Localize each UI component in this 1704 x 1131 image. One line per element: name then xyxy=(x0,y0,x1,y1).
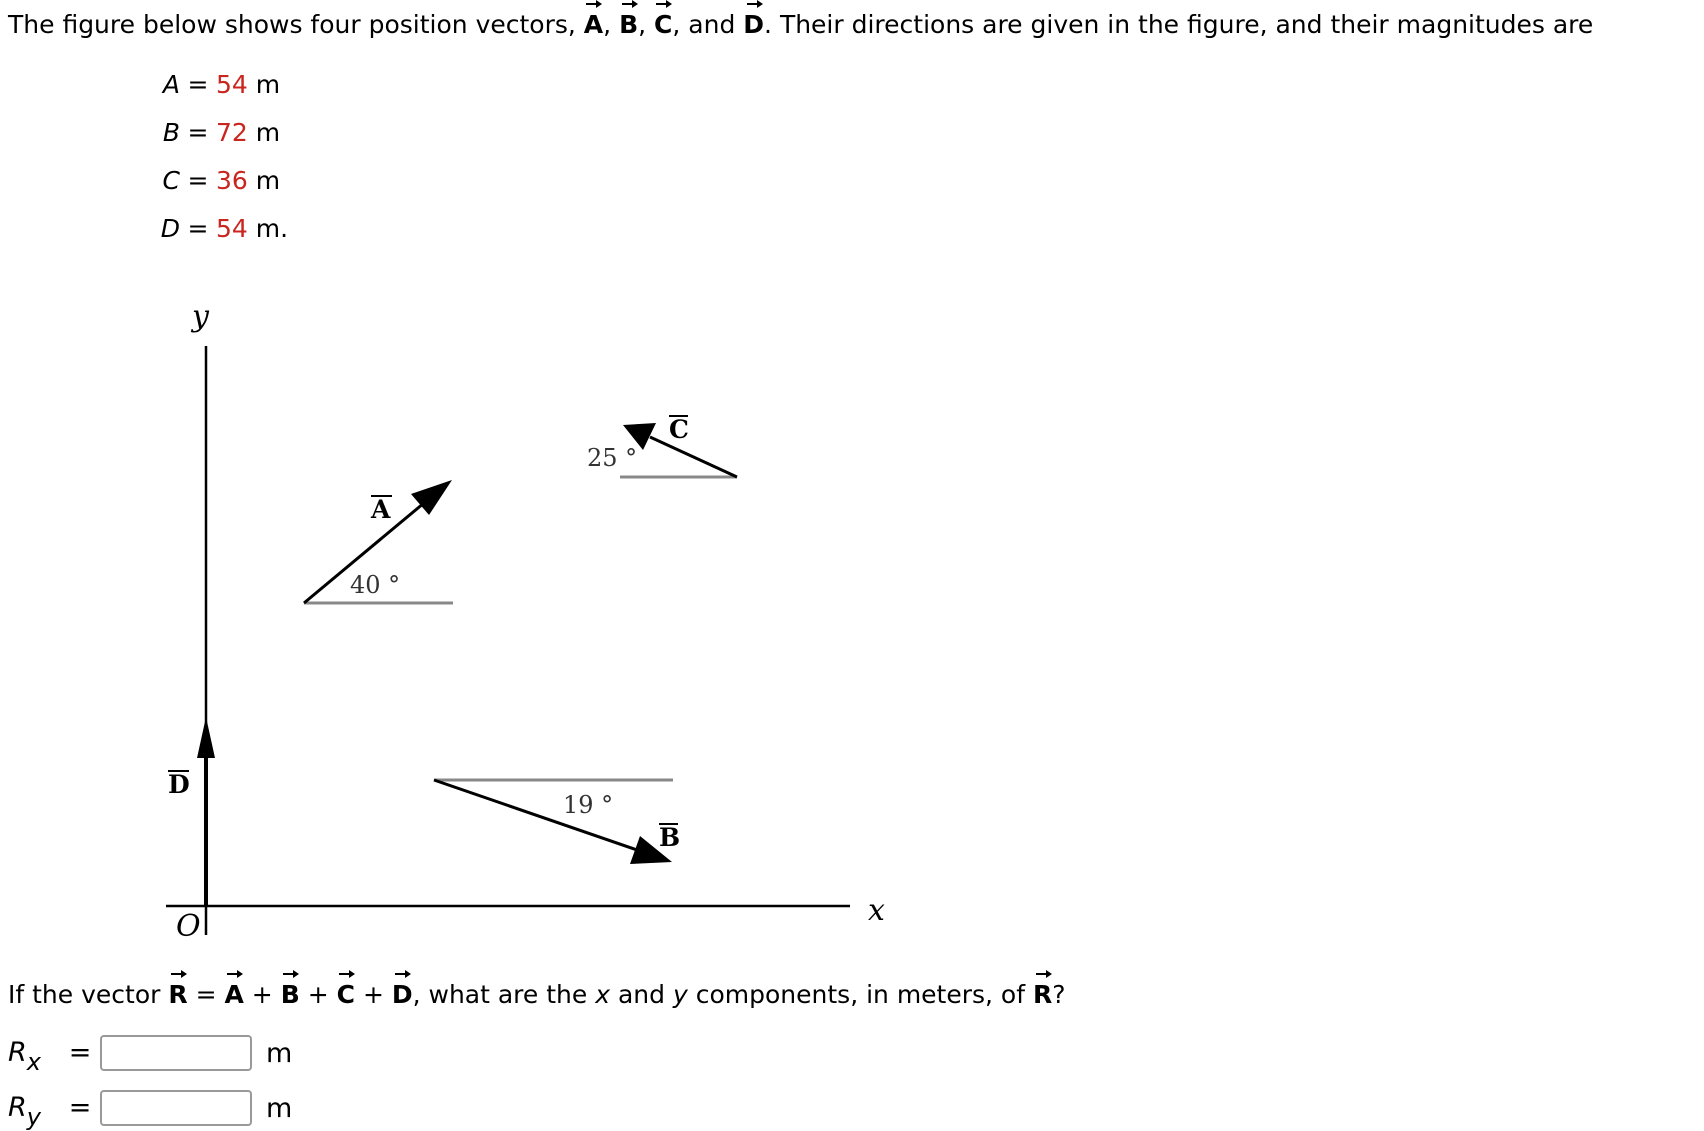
vector-d-symbol: D xyxy=(391,980,413,1009)
ry-answer-row: $R_y = m$ xyxy=(8,1091,293,1131)
vector-a-symbol: A xyxy=(224,980,244,1009)
x-axis-label: x xyxy=(868,893,885,928)
vector-a-angle-label: 40 ° xyxy=(350,571,401,599)
magnitude-d: D = 54 m. xyxy=(160,214,289,243)
magnitude-value: 36 xyxy=(216,166,248,195)
vector-r-symbol: R xyxy=(168,980,188,1009)
vector-d-symbol: D xyxy=(743,10,765,39)
vector-a-symbol: A xyxy=(583,10,604,39)
question-text: If the vector R = A + B + C + D, what are the x and y components, in meters, of R? xyxy=(8,980,1066,1009)
magnitude-a: A = 54 m xyxy=(162,70,281,99)
vector-c-symbol: C xyxy=(336,980,355,1009)
magnitude-value: 54 xyxy=(216,214,248,243)
vector-b-angle-label: 19 ° xyxy=(563,791,614,819)
vector-c-angle-label: 25 ° xyxy=(587,444,638,472)
vector-b-label: B xyxy=(659,823,681,852)
vector-b-symbol: B xyxy=(619,10,639,39)
magnitude-value: 54 xyxy=(216,70,248,99)
rx-label: $R_x$ xyxy=(8,1036,41,1076)
ry-label: $R_y$ xyxy=(8,1091,41,1131)
vector-c-symbol: C xyxy=(654,10,673,39)
intro-text-end: . Their directions are given in the figure, and their magnitudes are xyxy=(764,10,1594,39)
rx-answer-row: $R_x = m$ xyxy=(8,1036,293,1076)
rx-input[interactable] xyxy=(100,1035,252,1071)
vector-c-label: C xyxy=(669,415,689,444)
vector-a-label: A xyxy=(371,495,391,524)
magnitude-b: B = 72 m xyxy=(162,118,281,147)
vector-d-arrowhead xyxy=(197,717,215,758)
magnitude-c: C = 36 m xyxy=(162,166,281,195)
ry-unit: m xyxy=(266,1092,293,1124)
vector-r-symbol: R xyxy=(1032,980,1053,1009)
vector-b-symbol: B xyxy=(280,980,300,1009)
vector-d-label: D xyxy=(168,770,190,799)
rx-unit: m xyxy=(266,1037,293,1069)
y-axis-label: y xyxy=(192,299,209,334)
problem-intro: The figure below shows four position vectors, A, B, C, and D. Their directions are given in the figure, and their magnitudes are xyxy=(8,10,1594,39)
origin-label: O xyxy=(176,909,201,944)
ry-input[interactable] xyxy=(100,1090,252,1126)
vector-c-line xyxy=(650,437,737,477)
magnitude-value: 72 xyxy=(216,118,248,147)
intro-text: The figure below shows four position vectors, xyxy=(8,10,576,39)
